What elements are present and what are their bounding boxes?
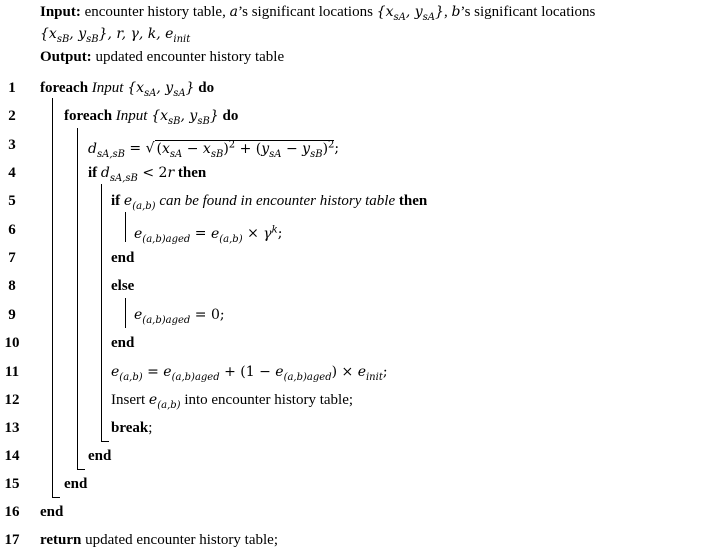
algo-line-2 xyxy=(0,102,704,130)
a-locations-set: {$x_{sA}$, $y_{sA}$} xyxy=(376,4,444,23)
line-code: if $d_{sA,sB} < 2r$ then xyxy=(88,165,207,184)
algo-line-12 xyxy=(0,386,704,414)
input-text: encounter history table, xyxy=(80,4,230,20)
input-line-1: Input: encounter history table, a’s significant locations {$x_{sA}$, $y_{sA}$}, b’s significant locations xyxy=(40,4,596,23)
line-number: 12 xyxy=(4,392,20,408)
input-text: ’s significant locations xyxy=(237,4,377,20)
algo-line-13 xyxy=(0,414,704,442)
algo-line-16 xyxy=(0,498,704,526)
algo-line-6 xyxy=(0,216,704,244)
algo-line-7 xyxy=(0,244,704,272)
algo-line-15 xyxy=(0,470,704,498)
algo-line-11 xyxy=(0,358,704,386)
algo-line-5 xyxy=(0,187,704,215)
aged-zero-formula: $e_{(a,b)aged} = 0$; xyxy=(134,307,225,326)
line-number: 16 xyxy=(4,504,20,520)
line-code: foreach Input {$x_{sB}$, $y_{sB}$} do xyxy=(64,108,239,127)
output-text: updated encounter history table xyxy=(91,49,285,65)
algo-line-1 xyxy=(0,74,704,102)
output-line xyxy=(40,47,284,67)
algo-line-9 xyxy=(0,301,704,329)
line-number: 1 xyxy=(8,80,16,96)
update-formula: $e_{(a,b)} = e_{(a,b)aged} + (1 - e_{(a,b)aged}) \times e_{init}$; xyxy=(111,364,388,383)
algo-line-4 xyxy=(0,159,704,187)
b-locations-set: {$x_{sB}$, $y_{sB}$} xyxy=(40,26,108,45)
input-line-2 xyxy=(40,24,190,50)
line-number: 5 xyxy=(8,193,16,209)
distance-formula: $d_{sA,sB}$ = √ $(x_{sA} - x_{sB})^2 + (y_{sA} - y_{sB})^2$; xyxy=(88,139,340,160)
a-symbol: a xyxy=(229,4,238,20)
line-code: end xyxy=(111,250,135,266)
line-number: 2 xyxy=(8,108,16,124)
line-code: Insert $e_{(a,b)}$ into encounter history table; xyxy=(111,392,354,411)
line-code: end xyxy=(111,335,135,351)
input-params: , r, γ, k, $e_{init}$ xyxy=(107,26,191,45)
line-number: 11 xyxy=(4,364,20,380)
line-number: 13 xyxy=(4,420,20,436)
line-number: 4 xyxy=(8,165,16,181)
line-code: return updated encounter history table; xyxy=(40,532,278,548)
line-number: 6 xyxy=(8,222,16,238)
b-symbol: b xyxy=(451,4,461,20)
line-code: end xyxy=(88,448,112,464)
line-code: end xyxy=(64,476,88,492)
line-code: end xyxy=(40,504,64,520)
line-number: 3 xyxy=(8,137,16,153)
line-number: 7 xyxy=(8,250,16,266)
algo-line-3 xyxy=(0,131,704,159)
input-text: ’s significant locations xyxy=(460,4,596,20)
line-number: 8 xyxy=(8,278,16,294)
line-number: 17 xyxy=(4,532,20,548)
algo-line-10 xyxy=(0,329,704,357)
input-label: Input: xyxy=(40,4,81,20)
algo-line-17 xyxy=(0,526,704,554)
line-number: 9 xyxy=(8,307,16,323)
line-code: if $e_{(a,b)}$ can be found in encounter history table then xyxy=(111,193,428,212)
line-code: break; xyxy=(111,420,153,436)
line-code: foreach Input {$x_{sA}$, $y_{sA}$} do xyxy=(40,80,215,99)
algo-line-8 xyxy=(0,272,704,300)
line-number: 15 xyxy=(4,476,20,492)
algo-line-14 xyxy=(0,442,704,470)
line-number: 10 xyxy=(4,335,20,351)
line-number: 14 xyxy=(4,448,20,464)
line-code: else xyxy=(111,278,135,294)
output-label: Output: xyxy=(40,49,92,65)
aged-formula: $e_{(a,b)aged} = e_{(a,b)} \times \gamma^k$; xyxy=(134,224,283,245)
